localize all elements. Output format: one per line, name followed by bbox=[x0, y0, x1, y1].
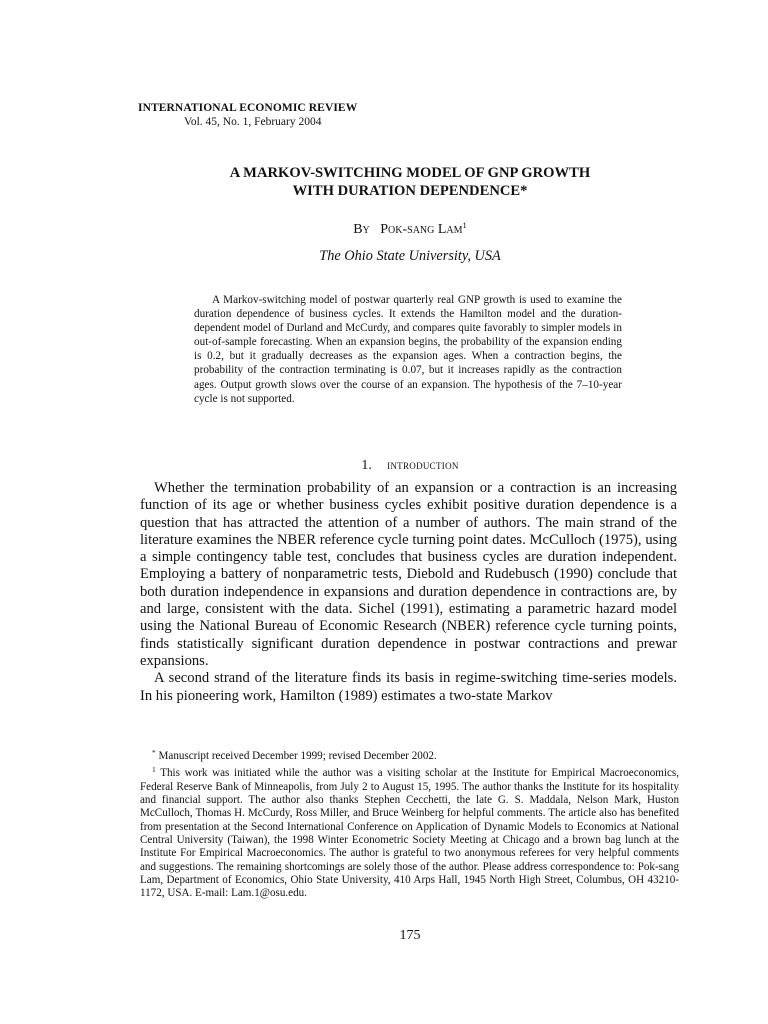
journal-name: INTERNATIONAL ECONOMIC REVIEW bbox=[138, 102, 358, 114]
title-line-2 bbox=[140, 182, 680, 200]
paragraph-2: A second strand of the literature finds its basis in regime-switching time-series models. In his pioneering work, Hamilton (1989) estimates a two-state Markov bbox=[140, 670, 677, 704]
footnote-1-mark: 1 bbox=[152, 765, 156, 775]
footnotes bbox=[140, 746, 679, 901]
author-name: Pok-sang Lam bbox=[380, 222, 463, 237]
journal-header bbox=[138, 101, 357, 129]
journal-volume: Vol. 45, No. 1, February 2004 bbox=[184, 116, 322, 128]
article-title bbox=[140, 164, 680, 200]
title-line-1: A MARKOV-SWITCHING MODEL OF GNP GROWTH bbox=[229, 165, 591, 181]
author-footnote-mark: 1 bbox=[462, 220, 467, 230]
paragraph-1: Whether the termination probability of an expansion or a contraction is an increasing function of its age or whether business cycles exhibit positive duration dependence is a question that has attracted the attention of a number of authors. The main strand of the literature examines the NBER reference cycle turning point dates. McCulloch (1975), using a simple contingency table test, concludes that business cycles are duration independent. Employing a battery of nonparametric tests, Diebold and Rudebusch (1990) conclude that both duration independence in expansions and duration dependence in contractions are, by and large, consistent with the data. Sichel (1991), estimating a parametric hazard model using the National Bureau of Economic Research (NBER) reference cycle turning points, finds statistically significant duration dependence in postwar contractions and prewar expansions. bbox=[140, 480, 677, 669]
section-number: 1. bbox=[361, 458, 372, 473]
title-footnote-mark: * bbox=[520, 183, 528, 199]
page-number: 175 bbox=[399, 928, 421, 943]
footnote-star-text: Manuscript received December 1999; revised December 2002. bbox=[158, 750, 437, 762]
footnote-star-mark: * bbox=[152, 748, 156, 757]
section-heading bbox=[140, 457, 680, 474]
footnote-1-text: This work was initiated while the author was a visiting scholar at the Institute for Empirical Macroeconomics, Federal Reserve Bank of Minneapolis, from July 2 to August 15, 1995. The author thanks the Institute for its hospitality and financial support. The author also thanks Stephen Cecchetti, the late G. S. Maddala, Nelson Mark, Huston McCulloch, Thomas H. McCurdy, Ross Miller, and Bruce Weinberg for helpful comments. The article also has benefited from presentation at the Second International Conference on Application of Dynamic Models to Economics at National Central University (Taiwan), the 1998 Winter Econometric Society Meeting at Chicago and a brown bag lunch at the Institute For Empirical Macroeconomics. The author is grateful to two anonymous referees for very helpful comments and suggestions. The remaining shortcomings are solely those of the author. Please address correspondence to: Pok-sang Lam, Department of Economics, Ohio State University, 410 Arps Hall, 1945 North High Street, Columbus, OH 43210-1172, USA. E-mail: Lam.1@osu.edu. bbox=[140, 767, 679, 900]
byline bbox=[140, 220, 680, 238]
author-affiliation: The Ohio State University, USA bbox=[319, 248, 501, 264]
abstract: A Markov-switching model of postwar quarterly real GNP growth is used to examine the duration dependence of business cycles. It extends the Hamilton model and the duration-dependent model of Durland and McCurdy, and compares quite favorably to simpler models in out-of-sample forecasting. When an expansion begins, the probability of the expansion ending is 0.2, but it gradually decreases as the expansion ages. When a contraction begins, the probability of the contraction terminating is 0.07, but it increases rapidly as the contraction ages. Output growth slows over the course of an expansion. The hypothesis of the 7–10-year cycle is not supported. bbox=[194, 294, 622, 405]
section-title: introduction bbox=[387, 457, 459, 472]
body-text bbox=[140, 480, 677, 705]
footnote-star bbox=[140, 746, 679, 763]
footnote-1 bbox=[140, 763, 679, 900]
title-line-2-text: WITH DURATION DEPENDENCE bbox=[292, 183, 521, 199]
by-label: By bbox=[353, 222, 370, 237]
